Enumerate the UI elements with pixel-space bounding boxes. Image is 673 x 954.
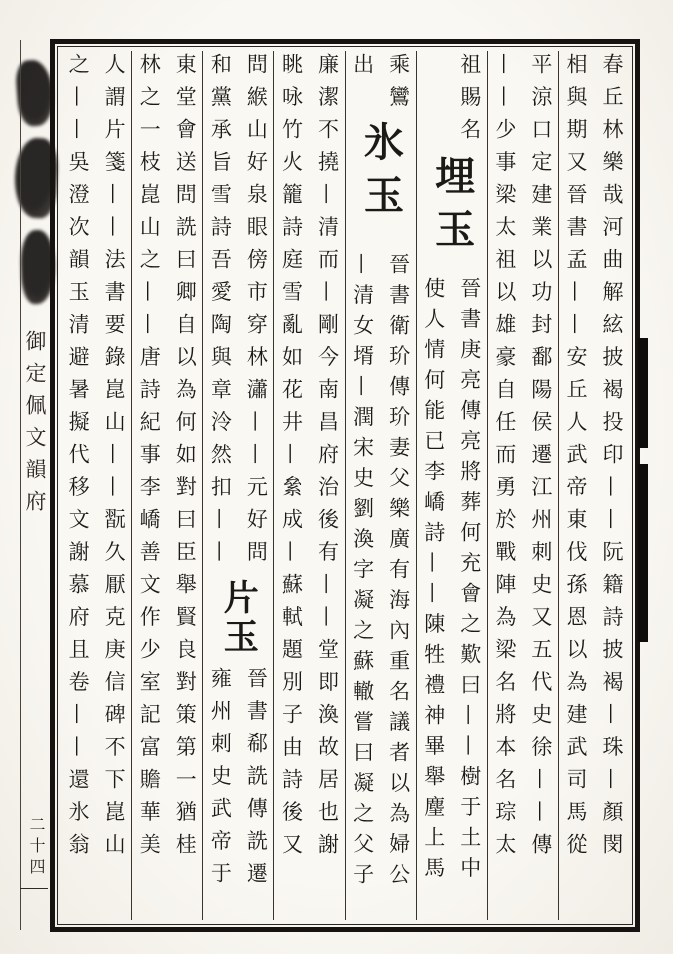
sub-column-left: 之——吳澄次韻玉清避暑擬代移文謝慕府且卷——還氷翁	[66, 53, 91, 866]
sub-column-left: 雍州刺史武帝于	[208, 667, 233, 895]
entry-column-pianyu	[202, 51, 273, 920]
sub-column-left: 出	[350, 53, 375, 86]
sub-column-right: 乘鸞	[386, 53, 411, 118]
column-pair	[487, 53, 558, 920]
sub-column-right: 春丘林樂哉河曲解絃披褐投印——阮籍詩披褐—珠—顏閔	[599, 53, 624, 866]
sub-column-right: 問緱山好泉眼傍市穿林瀟——元好問	[244, 53, 269, 573]
text-frame-inner	[57, 46, 633, 925]
column-pair-top	[345, 53, 416, 121]
text-column-5	[273, 51, 344, 920]
entry-headword: 埋玉	[428, 155, 476, 261]
entry-column-maiyu	[416, 51, 487, 920]
column-pair-bottom	[416, 277, 487, 920]
text-column-2	[487, 51, 558, 920]
sub-column-left: 相與期又晉書孟——安丘人武帝東伐孫恩以為建武司馬從	[563, 53, 588, 866]
spine-book-title: 御定佩文韻府	[23, 330, 47, 522]
column-pair	[273, 53, 344, 920]
sub-column-left: ——少事梁太祖以雄豪自任而勇於戰陣為梁名將本名琮太	[492, 53, 517, 866]
page-number-rule	[20, 888, 48, 889]
sub-column-right: 東堂會送問詵曰卿自以為何如對曰臣舉賢良對策第一猶桂	[173, 53, 198, 866]
sub-column-right: 祖賜名	[457, 53, 482, 151]
text-column-7	[131, 51, 202, 920]
column-pair	[558, 53, 629, 920]
page-number: 二十四	[27, 816, 46, 879]
sub-column-right: 人謂片箋——法書要錄崑山——翫久厭克庚信碑不下崑山	[102, 53, 127, 866]
column-grid	[61, 51, 629, 920]
column-pair	[61, 53, 131, 920]
sub-column-left: 使人情何能已李嶠詩——陳牲禮神畢舉麈上馬	[421, 277, 446, 887]
column-pair-top	[416, 53, 487, 155]
ink-blot	[638, 338, 648, 448]
ink-blot	[638, 464, 648, 642]
sub-column-left: 林之一枝崑山之——唐詩紀事李嶠善文作少室記富贍華美	[137, 53, 162, 866]
sub-column-right: 晉書庚亮傳亮將葬何充會之歎曰——樹于土中	[457, 277, 482, 887]
text-frame	[50, 39, 640, 932]
text-column-1	[558, 51, 629, 920]
entry-column-bingyu	[345, 51, 416, 920]
sub-column-right: 晉書衛玠傳玠妻父樂廣有海內重名議者以為婦公	[386, 253, 411, 894]
sub-column-right: 平涼口定建業以功封鄱陽侯遷江州刺史又五代史徐——傳	[528, 53, 553, 866]
entry-headword: 片玉	[218, 579, 260, 657]
column-pair-top	[202, 53, 273, 579]
text-column-8	[61, 51, 131, 920]
column-pair-bottom	[202, 667, 273, 920]
sub-column-right: 晉書郗詵傳詵遷	[244, 667, 269, 895]
sub-column-left	[416, 53, 452, 155]
sub-column-left: 和黨承旨雪詩吾愛陶與章泠然扣——	[208, 53, 233, 573]
sub-column-left: —清女壻—潤宋史劉渙字凝之蘇轍嘗曰凝之父子	[350, 253, 375, 894]
column-pair	[131, 53, 202, 920]
entry-headword: 氷玉	[357, 121, 405, 227]
sub-column-right: 廉潔不撓—清而—剛今南昌府治後有——堂即渙故居也謝	[315, 53, 340, 866]
sub-column-left: 眺咏竹火籠詩庭雪亂如花井—絫成—蘇軾題別子由詩後又	[279, 53, 304, 866]
column-pair-bottom	[345, 253, 416, 920]
